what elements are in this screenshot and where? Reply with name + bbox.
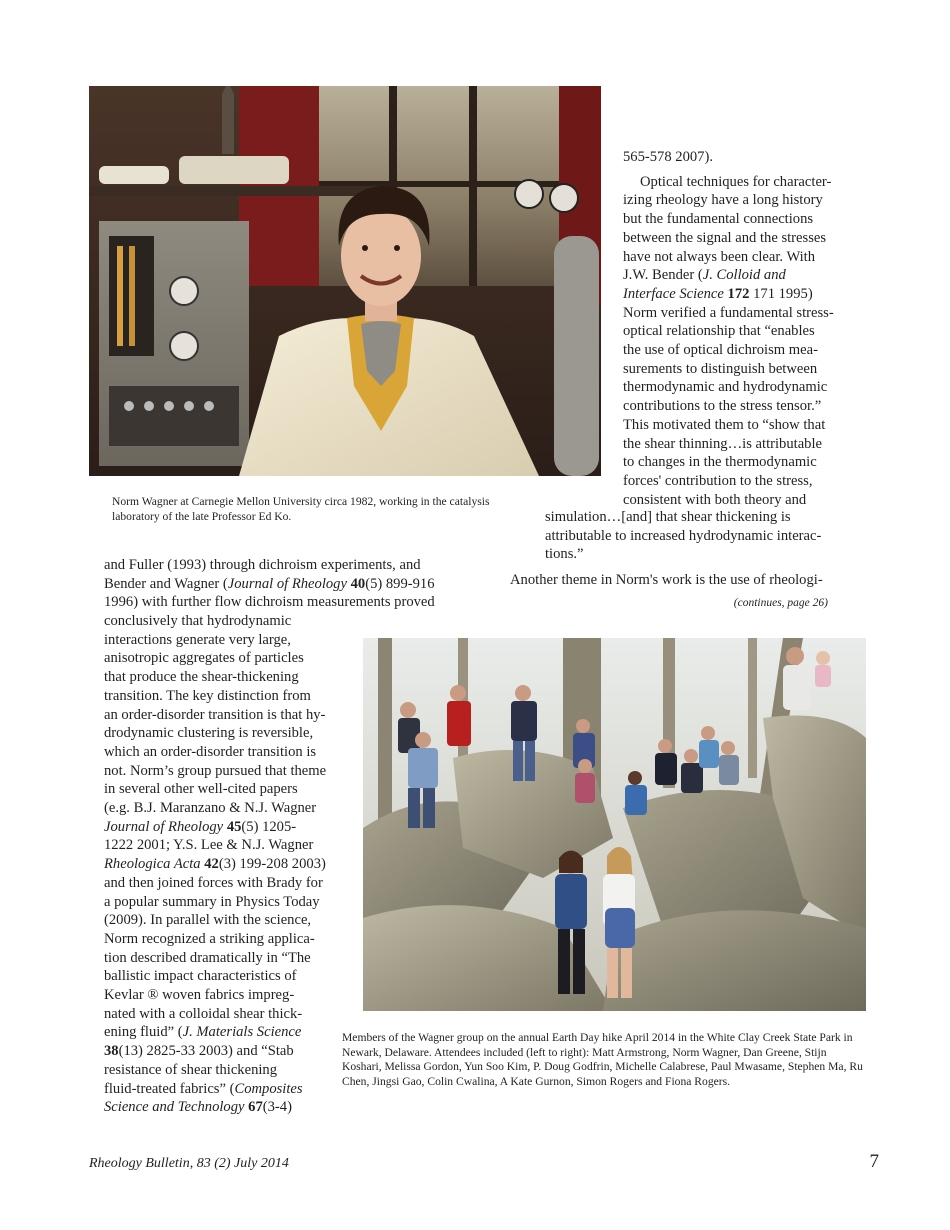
journal-title: Journal of Rheology bbox=[104, 818, 224, 835]
text-line bbox=[623, 266, 863, 285]
text-line: conclusively that hydrodynamic bbox=[104, 613, 292, 629]
text-span: ening fluid” ( bbox=[104, 1024, 183, 1041]
text-line bbox=[104, 818, 349, 837]
lab-photo-caption bbox=[112, 495, 492, 524]
text-line: optical relationship that “enables bbox=[623, 323, 815, 340]
text-line: the shear thinning…is attributable bbox=[623, 435, 822, 452]
text-line: simulation…[and] that shear thickening is bbox=[545, 509, 791, 525]
text-line bbox=[104, 855, 349, 874]
text-line: that produce the shear-thickening bbox=[104, 669, 299, 686]
text-line: Optical techniques for character- bbox=[640, 173, 832, 190]
text-span: Bender and Wagner ( bbox=[104, 575, 228, 592]
page-number-text: 7 bbox=[869, 1151, 879, 1172]
left-column-wide-text bbox=[104, 556, 464, 612]
text-line: This motivated them to “show that bbox=[623, 416, 826, 433]
volume-number: 45 bbox=[226, 818, 242, 835]
text-line: and Fuller (1993) through dichroism experiments, and bbox=[104, 557, 421, 573]
right-column-text bbox=[623, 148, 863, 509]
continues-note bbox=[700, 597, 828, 609]
journal-title: Interface Science bbox=[623, 285, 724, 302]
journal-title: Rheologica Acta bbox=[104, 856, 201, 873]
text-line: Another theme in Norm's work is the use of rheologi- bbox=[510, 572, 823, 588]
text-line: tion described dramatically in “The bbox=[104, 949, 311, 966]
text-line: Norm verified a fundamental stress- bbox=[623, 304, 834, 321]
text-line: drodynamic clustering is reversible, bbox=[104, 725, 314, 742]
text-line: 1996) with further flow dichroism measurements proved bbox=[104, 594, 435, 611]
text-line: transition. The key distinction from bbox=[104, 687, 311, 704]
text-line: which an order-disorder transition is bbox=[104, 743, 317, 760]
text-line bbox=[104, 575, 464, 594]
right-column-wide-text bbox=[545, 508, 865, 564]
journal-title: Science and Technology bbox=[104, 1099, 245, 1116]
text-line: consistent with both theory and bbox=[623, 491, 807, 508]
text-line: have not always been clear. With bbox=[623, 248, 816, 265]
text-span: (3) 199-208 2003) bbox=[218, 856, 326, 873]
text-line: thermodynamic and hydrodynamic bbox=[623, 379, 828, 396]
text-line: (2009). In parallel with the science, bbox=[104, 912, 312, 929]
text-line: forces' contribution to the stress, bbox=[623, 472, 813, 489]
text-line: nated with a colloidal shear thick- bbox=[104, 1005, 303, 1022]
text-line: surements to distinguish between bbox=[623, 360, 818, 377]
text-line: not. Norm’s group pursued that theme bbox=[104, 762, 327, 779]
text-line: interactions generate very large, bbox=[104, 631, 291, 648]
text-line bbox=[623, 285, 863, 304]
volume-number: 38 bbox=[104, 1043, 119, 1060]
volume-number: 40 bbox=[350, 575, 366, 592]
text-line bbox=[104, 1098, 349, 1117]
text-line: anisotropic aggregates of particles bbox=[104, 650, 304, 667]
text-line: Norm recognized a striking applica- bbox=[104, 930, 315, 947]
footer-journal-text: Rheology Bulletin, 83 (2) July 2014 bbox=[89, 1156, 289, 1171]
theme-line bbox=[510, 571, 860, 590]
group-hike-caption-text: Members of the Wagner group on the annual Earth Day hike April 2014 in the White Clay Creek State Park in Newark, Delaware. Attendees included (left to right): Matt Armstrong, Norm Wagner, Dan Greene, Stijn Koshari, Melissa Gordon, Yun Soo Kim, P. Doug Godfrin, Michelle Calabrese, Paul Mwasame, Stephen Ma, Ru Chen, Jingsi Gao, Colin Cwalina, A Kate Gurnon, Simon Rogers and Fiona Rogers. bbox=[342, 1031, 863, 1088]
text-span: (3-4) bbox=[262, 1099, 292, 1116]
text-span: (5) 1205- bbox=[241, 818, 297, 835]
text-line: attributable to increased hydrodynamic interac- bbox=[545, 527, 822, 544]
text-span: fluid-treated fabrics” ( bbox=[104, 1080, 235, 1097]
text-line: (e.g. B.J. Maranzano & N.J. Wagner bbox=[104, 800, 317, 817]
text-line: but the fundamental connections bbox=[623, 211, 814, 228]
text-span: (5) 899-916 bbox=[365, 575, 435, 592]
text-line bbox=[104, 1042, 349, 1061]
text-line bbox=[104, 1080, 349, 1099]
journal-title: J. Colloid and bbox=[702, 267, 786, 284]
group-hike-caption bbox=[342, 1031, 864, 1089]
text-line: tions.” bbox=[545, 546, 584, 563]
text-line: an order-disorder transition is that hy- bbox=[104, 706, 326, 723]
text-line: and then joined forces with Brady for bbox=[104, 874, 323, 891]
text-line: to changes in the thermodynamic bbox=[623, 454, 817, 471]
lab-photo-caption-text: Norm Wagner at Carnegie Mellon University circa 1982, working in the catalysis laboratory of the late Professor Ed Ko. bbox=[112, 495, 490, 523]
text-line: 565-578 2007). bbox=[623, 149, 713, 165]
lab-photo bbox=[89, 86, 601, 476]
page-number bbox=[855, 1151, 879, 1173]
volume-number: 67 bbox=[248, 1099, 263, 1116]
text-line: the use of optical dichroism mea- bbox=[623, 342, 818, 359]
journal-title: Composites bbox=[234, 1080, 303, 1097]
text-line: 1222 2001; Y.S. Lee & N.J. Wagner bbox=[104, 837, 314, 854]
journal-title: Journal of Rheology bbox=[227, 575, 347, 592]
text-line: between the signal and the stresses bbox=[623, 229, 827, 246]
text-line: ballistic impact characteristics of bbox=[104, 968, 297, 985]
text-line bbox=[104, 1023, 349, 1042]
journal-title: J. Materials Science bbox=[182, 1024, 302, 1041]
left-column-text bbox=[104, 612, 349, 1117]
text-line: Kevlar ® woven fabrics impreg- bbox=[104, 987, 295, 1004]
volume-number: 42 bbox=[204, 856, 219, 873]
text-line: a popular summary in Physics Today bbox=[104, 893, 320, 910]
text-span: 171 1995) bbox=[753, 285, 813, 302]
text-line: contributions to the stress tensor.” bbox=[623, 398, 822, 415]
group-hike-photo bbox=[363, 638, 866, 1011]
text-line: izing rheology have a long history bbox=[623, 192, 823, 209]
text-span: (13) 2825-33 2003) and “Stab bbox=[118, 1043, 294, 1060]
footer-journal bbox=[89, 1156, 289, 1172]
continues-text: (continues, page 26) bbox=[733, 597, 828, 609]
text-line: in several other well-cited papers bbox=[104, 781, 298, 798]
text-line: resistance of shear thickening bbox=[104, 1061, 278, 1078]
text-span: J.W. Bender ( bbox=[623, 267, 703, 284]
volume-number: 172 bbox=[727, 285, 750, 302]
